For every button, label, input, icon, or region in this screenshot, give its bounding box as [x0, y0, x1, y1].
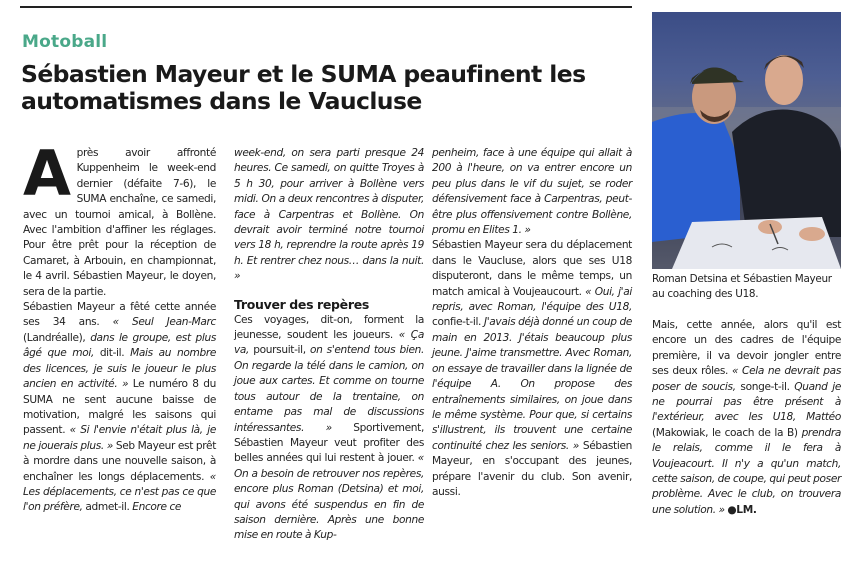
text-run: Sébastien Mayeur a fêté cette année ses 34 ans.: [23, 301, 216, 329]
column-2-quote: week-end, on sera parti presque 24 heures. Ce samedi, on quitte Troyes à 5 h 30, pour arriver à Bollène vers midi. On a deux rencontres à disputer, face à Carpentras et Bollène. On devrait avoir terminé notre tournoi vers 18 h, reprendre la route après 19 h. Et rentrer chez nous… dans la nuit. »: [234, 147, 424, 283]
person-right-jacket: [732, 110, 841, 238]
text-run: « Les déplacements, ce n'est pas ce que l'on préfère,: [23, 470, 216, 514]
text-run: confie-t-il.: [432, 316, 484, 329]
text-run: on s'entend tous bien. On regarde la télé dans le camion, on joue aux cartes. Et comme on tourne tous autour de la trentaine, on entame pas mal de discussions intéressantes. »: [234, 344, 425, 434]
text-run: dit-il.: [99, 347, 131, 360]
text-run: « Seul Jean-Marc: [112, 316, 216, 329]
drop-cap: A: [23, 137, 71, 210]
text-run: admet-il.: [85, 501, 133, 514]
text-run: « On a besoin de retrouver nos repères, encore plus Roman (Detsina) et moi, qui avons été suspendus en fin de saison dernière. Après une bonne mise en route à Kup-: [234, 452, 424, 542]
text-run: Sébastien Mayeur, en s'occupant des jeunes, prépare l'avenir du club. Son avenir, aussi.: [432, 439, 632, 498]
text-run: Le numéro 8 du SUMA ne sent aucune baisse de motivation, malgré les saisons qui passent.: [23, 378, 216, 437]
text-run: poursuit-il,: [253, 344, 310, 357]
text-run: Sportivement, Sébastien Mayeur veut profiter des belles années qui lui restent à jouer.: [234, 421, 424, 465]
text-run: Mais au nombre des licences, je suis le joueur le plus ancien en activité. »: [23, 347, 216, 391]
article-photo: [652, 12, 841, 269]
author-signature: ●LM.: [727, 503, 757, 516]
text-run: Seb Mayeur est prêt à mordre dans une nouvelle saison, à enchaîner les longs déplacements.: [23, 439, 217, 483]
column-2-text: [234, 313, 424, 544]
text-run: Quand je ne pourrai pas être présent à l'extérieur, avec les U18, Mattéo: [652, 380, 841, 424]
text-run: « Oui, j'ai repris, avec Roman, l'équipe des U18,: [432, 285, 632, 314]
column-4-text: [652, 318, 841, 518]
text-run: (Makowiak, le coach de la B): [652, 426, 802, 439]
text-run: penheim, face à une équipe qui allait à 200 à l'heure, on va entrer encore un peu plus dans le vif du sujet, se roder défensivement face à Carpentras, peut-être plus offensivement contre Bollène, promu en Elites 1. »: [432, 147, 632, 237]
cap-icon: [692, 67, 744, 84]
text-run: « Si l'envie n'était plus là, je ne jouerais plus. »: [23, 424, 216, 452]
person-right-face: [765, 55, 803, 105]
text-run: Encore ce: [132, 501, 182, 514]
photo-illustration: [652, 12, 841, 269]
top-rule: [20, 6, 632, 8]
article-column-2: [234, 146, 424, 544]
text-run: Ces voyages, dit-on, forment la jeunesse, soudent les joueurs.: [234, 313, 424, 342]
text-run: songe-t-il.: [740, 380, 795, 393]
column-3-text: [432, 146, 632, 500]
article-column-1: [23, 137, 217, 516]
text-run: « Cela ne devrait pas poser de soucis,: [652, 365, 841, 393]
text-run: J'avais déjà donné un coup de main en 2013. J'étais beaucoup plus jeune. J'aime transmettre. Avec Roman, on essaye de travailler dans la lignée de l'équipe A. On propose des entraînements similaires, on joue dans le même système. Pour que, si certains s'illustrent, ils trouvent une certaine continuité chez les seniors. »: [432, 316, 632, 452]
article-column-4: [652, 318, 841, 518]
text-run: dans le groupe, est plus âgé que moi,: [23, 331, 216, 360]
article-column-3: [432, 146, 632, 500]
article-subheading: Trouver des repères: [234, 296, 370, 312]
text-run: Sébastien Mayeur sera du déplacement dans le Vaucluse, alors que ses U18 disputeront, dans le même temps, un match amical à Voujeaucourt.: [432, 239, 632, 298]
photo-caption: Roman Detsina et Sébastien Mayeur au coaching des U18.: [652, 273, 832, 300]
article-headline: Sébastien Mayeur et le SUMA peaufinent les automatismes dans le Vaucluse: [21, 60, 586, 115]
text-run: Mais, cette année, alors qu'il est encore un des cadres de l'équipe première, il va devoir jongler entre ses deux rôles.: [652, 319, 841, 378]
text-run: près avoir affronté Kuppenheim le week-end dernier (défaite 7-6), le SUMA enchaîne, ce samedi, avec un tournoi amical, à Bollène. Avec l'ambition d'affiner les réglages. Pour être prêt pour la réception de Camaret, à Arbouin, en championnat, le 4 avril. Sébastien Mayeur, le doyen, sera de la partie.: [23, 147, 216, 298]
text-run: « Ça va,: [234, 329, 424, 357]
section-rubric: Motoball: [22, 32, 108, 52]
text-run: prendra le relais, comme il le fera à Voujeacourt. Il n'y a qu'un match, cette saison, de coupe, qui peut poser problème. Avec le club, on trouvera une solution. »: [652, 426, 841, 516]
text-run: (Landréalle),: [23, 331, 91, 344]
tactics-board: [672, 217, 841, 269]
